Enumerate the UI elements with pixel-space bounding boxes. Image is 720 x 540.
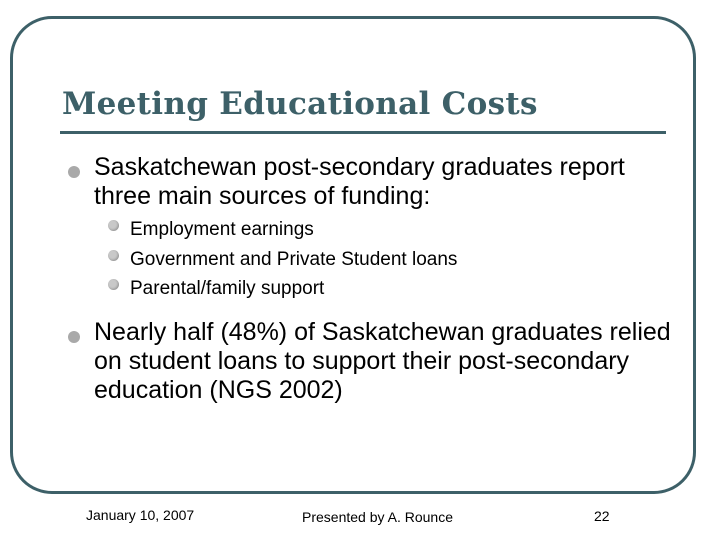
bullet-dot-icon bbox=[68, 166, 80, 178]
footer-presenter: Presented by A. Rounce bbox=[302, 509, 453, 525]
list-item bbox=[108, 215, 457, 245]
sub-bullet-icon bbox=[108, 279, 119, 290]
sub-item-label: Government and Private Student loans bbox=[130, 248, 458, 270]
funding-sources-list bbox=[108, 215, 457, 304]
sub-item-label: Parental/family support bbox=[130, 278, 325, 299]
list-item bbox=[108, 245, 457, 275]
bullet-dot-icon bbox=[68, 331, 80, 343]
bullet-text-funding-sources: Saskatchewan post-secondary graduates report three main sources of funding: bbox=[94, 153, 625, 210]
sub-bullet-icon bbox=[108, 250, 119, 261]
bullet-text-student-loans: Nearly half (48%) of Saskatchewan graduates relied on student loans to support their post-secondary education (NGS 2002) bbox=[94, 318, 671, 404]
title-underline bbox=[60, 131, 666, 134]
sub-bullet-icon bbox=[108, 220, 119, 231]
list-item bbox=[108, 274, 457, 304]
slide-title: Meeting Educational Costs bbox=[62, 86, 538, 122]
footer-date: January 10, 2007 bbox=[86, 507, 195, 523]
page-number: 22 bbox=[594, 508, 610, 524]
sub-item-label: Employment earnings bbox=[130, 219, 314, 240]
